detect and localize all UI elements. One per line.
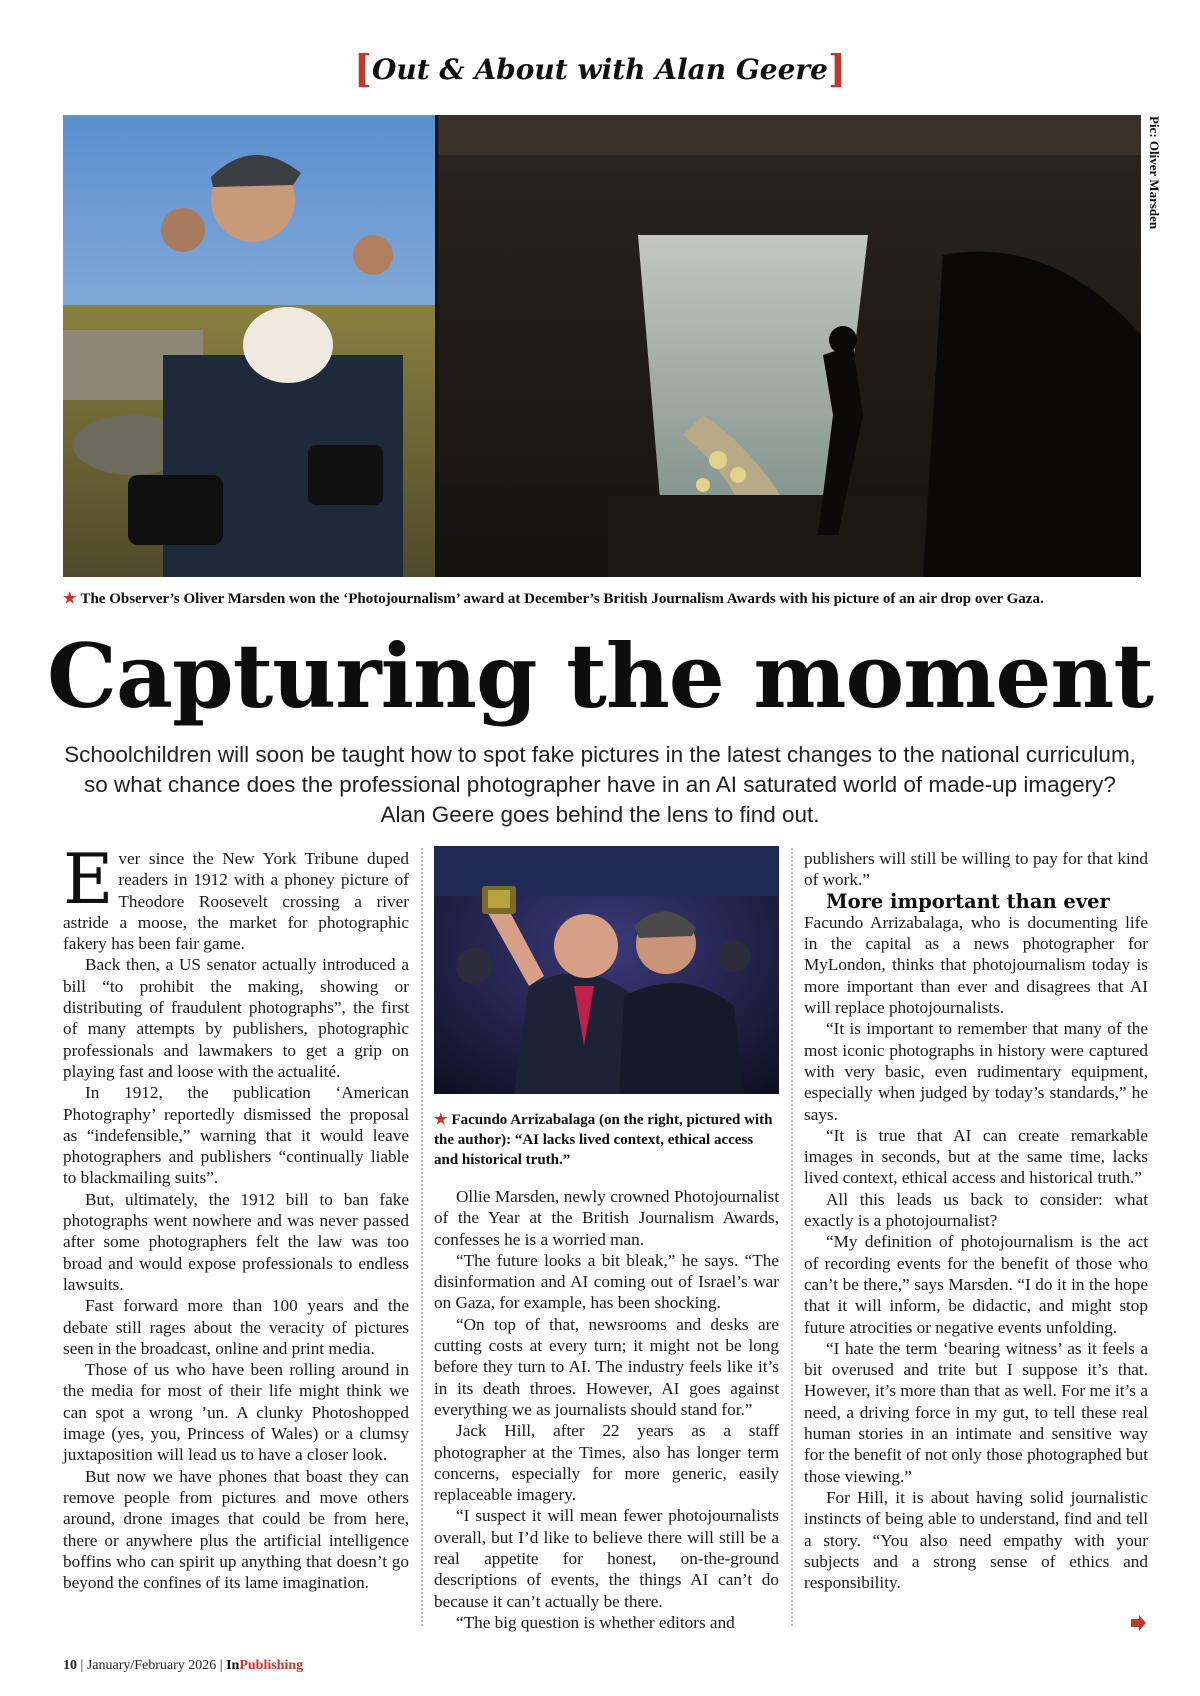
star-icon: ★	[63, 591, 77, 607]
body-paragraph: “The future looks a bit bleak,” he says. “The disinformation and AI coming out of Israel’s war on Gaza, for example, has been shocking.	[434, 1250, 779, 1313]
photo-credit-text: Pic: Oliver Marsden	[1147, 116, 1162, 230]
footer-separator: |	[219, 1658, 223, 1673]
air-drop-photo	[438, 115, 1141, 577]
kicker-bracket-left: [	[354, 46, 372, 91]
page-footer	[63, 1658, 303, 1674]
page-number: 10	[63, 1658, 77, 1673]
opening-text: ver since the New York Tribune duped readers in 1912 with a phoney picture of Theodore Roosevelt crossing a river astride a moose, the market for photographic fakery has been fair game.	[63, 849, 409, 954]
opening-paragraph	[63, 840, 409, 954]
continued-paragraph: publishers will still be willing to pay for that kind of work.”	[804, 849, 1148, 890]
brand-in: In	[226, 1658, 240, 1673]
drop-cap: E	[63, 840, 114, 920]
standfirst-line: so what chance does the professional photographer have in an AI saturated world of made-up imagery?	[84, 772, 1116, 797]
section-kicker	[0, 46, 1200, 91]
body-paragraph: Ollie Marsden, newly crowned Photojournalist of the Year at the British Journalism Awards, confesses he is a worried man.	[434, 1187, 779, 1249]
body-paragraph: “On top of that, newsrooms and desks are cutting costs at every turn; it might not be long before they turn to AI. The industry feels like it’s in its death throes. However, AI goes against everything we as journalists should stand for.”	[434, 1314, 779, 1419]
body-paragraph: Facundo Arrizabalaga, who is documenting life in the capital as a news photographer for MyLondon, thinks that photojournalism today is more important than ever and disagrees that AI will replace photojournalists.	[804, 912, 1148, 1018]
column-divider	[421, 848, 423, 1626]
selfie-photo-illustration	[434, 846, 779, 1094]
standfirst	[60, 740, 1140, 830]
body-paragraph: Those of us who have been rolling around in the media for most of their life might think we can spot a wrong ’un. A clunky Photoshopped image (yes, you, Princess of Wales) or a clumsy juxtaposition will lead us to have a closer look.	[63, 1360, 409, 1465]
hero-caption	[63, 589, 1143, 608]
footer-separator: |	[80, 1658, 84, 1673]
issue-date: January/February 2026	[86, 1658, 217, 1673]
kicker-bracket-right: ]	[827, 46, 846, 91]
hero-photo-illustration	[63, 115, 1141, 577]
body-paragraph: “It is true that AI can create remarkable images in seconds, but at the same time, lacks lived context, ethical access and historical truth.”	[804, 1125, 1148, 1188]
body-paragraph: All this leads us back to consider: what exactly is a photojournalist?	[804, 1189, 1148, 1231]
author-selfie-photo	[434, 846, 779, 1094]
article-column-1	[63, 840, 409, 1593]
continue-arrow-icon	[1130, 1615, 1146, 1631]
standfirst-line: Alan Geere goes behind the lens to find out.	[380, 802, 820, 827]
body-paragraph: “I suspect it will mean fewer photojournalists overall, but I’d like to believe there will still be a real appetite for honest, on-the-ground descriptions of events, the things AI can’t do because it can’t actually be there.	[434, 1506, 779, 1611]
hero-caption-text: The Observer’s Oliver Marsden won the ‘Photojournalism’ award at December’s British Journalism Awards with his picture of an air drop over Gaza.	[80, 591, 1044, 607]
body-paragraph: Back then, a US senator actually introduced a bill “to prohibit the making, showing or distributing of fraudulent photographs”, the first of many attempts by publishers, photographic professionals and lawmakers to get a grip on playing fast and loose with the actualité.	[63, 955, 409, 1081]
body-paragraph: Fast forward more than 100 years and the debate still rages about the veracity of pictures seen in the broadcast, online and print media.	[63, 1296, 409, 1358]
selfie-caption-text: Facundo Arrizabalaga (on the right, pictured with the author): “AI lacks lived context, ethical access and historical truth.”	[434, 1112, 773, 1168]
body-paragraph: But, ultimately, the 1912 bill to ban fake photographs went nowhere and was never passed after some photographers felt the law was too broad and would expose professionals to endless lawsuits.	[63, 1189, 409, 1294]
publication-brand	[226, 1658, 303, 1673]
body-paragraph: But now we have phones that boast they can remove people from pictures and move others around, drone images that could be from here, there or anywhere plus the artificial intelligence boffins who can spirit up anything that doesn’t go beyond the confines of its lame imagination.	[63, 1466, 409, 1593]
body-paragraph: In 1912, the publication ‘American Photography’ reportedly dismissed the proposal as “indefensible,” warning that it would leave photographers and publishers “continually liable to blackmailing suits”.	[63, 1083, 409, 1188]
headline: Capturing the moment	[47, 624, 1153, 728]
selfie-caption	[434, 1110, 779, 1170]
photo-credit	[1144, 116, 1166, 356]
standfirst-line: Schoolchildren will soon be taught how to spot fake pictures in the latest changes to the national curriculum,	[64, 742, 1136, 767]
body-paragraph: For Hill, it is about having solid journalistic instincts of being able to understand, find and tell a story. “You also need empathy with your subjects and a strong sense of ethics and responsibility.	[804, 1487, 1148, 1593]
body-paragraph: “My definition of photojournalism is the act of recording events for the benefit of those who can’t be there,” says Marsden. “I do it in the hope that it will inform, be didactic, and might stop future atrocities or negative events unfolding.	[804, 1232, 1148, 1337]
article-column-3	[804, 848, 1148, 1593]
hero-photo-pair	[63, 115, 1141, 577]
subheading: More important than ever	[826, 889, 1110, 913]
portrait-photo	[63, 115, 435, 577]
body-paragraph: “It is important to remember that many of the most iconic photographs in history were captured with very basic, even rudimentary equipment, especially when judged by today’s standards,” he says.	[804, 1019, 1148, 1124]
star-icon: ★	[434, 1112, 448, 1128]
kicker-text: Out & About with Alan Geere	[372, 53, 828, 86]
column-divider	[791, 848, 793, 1626]
body-paragraph: “I hate the term ‘bearing witness’ as it feels a bit overused and trite but I suppose it’s that. However, it’s more than that as well. For me it’s a need, a driving force in my gut, to tell these real human stories in an intimate and sensitive way for the benefit of not only those photographed but those viewing.”	[804, 1338, 1148, 1486]
body-paragraph: Jack Hill, after 22 years as a staff photographer at the Times, also has longer term concerns, especially for more generic, easily replaceable imagery.	[434, 1421, 779, 1505]
article-column-2	[434, 1186, 779, 1633]
body-paragraph: “The big question is whether editors and	[456, 1612, 735, 1632]
brand-publishing: Publishing	[239, 1658, 304, 1673]
